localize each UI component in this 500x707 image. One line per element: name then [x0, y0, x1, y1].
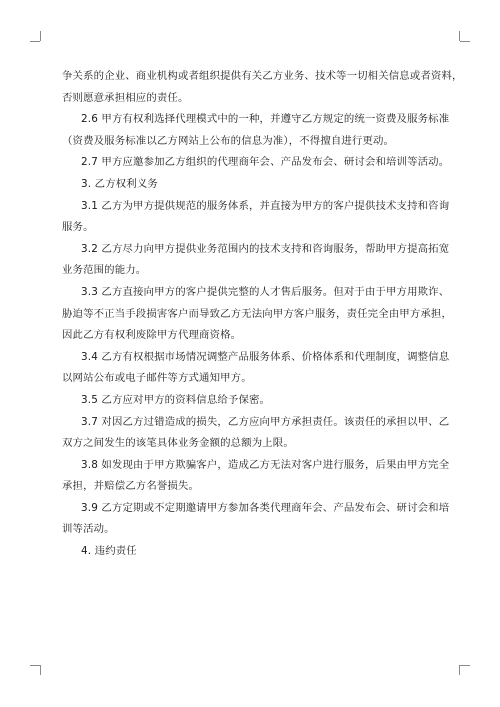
text-line: 承担，并赔偿乙方名誉损失。	[62, 480, 200, 493]
clause-3-9: 3.9 乙方定期或不定期邀请甲方参加各类代理商年会、产品发布会、研讨会和培	[81, 501, 450, 514]
clause-3-8: 3.8 如发现由于甲方欺骗客户，造成乙方无法对客户进行服务，后果由甲方完全	[81, 458, 450, 471]
text-line: （资费及服务标准以乙方网站上公布的信息为准），不得擅自进行更动。	[62, 134, 395, 147]
crop-mark-bottom-right-v	[459, 665, 460, 675]
clause-3-4: 3.4 乙方有权根据市场情况调整产品服务体系、价格体系和代理制度，调整信息	[81, 350, 450, 363]
crop-mark-top-right-v	[459, 31, 460, 41]
document-body	[62, 66, 463, 563]
text-line: 因此乙方有权利废除甲方代理商资格。	[62, 329, 242, 342]
text-line: 以网站公布或电子邮件等方式通知甲方。	[62, 372, 252, 385]
clause-3-7: 3.7 对因乙方过错造成的损失，乙方应向甲方承担责任。该责任的承担以甲、乙	[81, 415, 450, 428]
text-line: 争关系的企业、商业机构或者组织提供有关乙方业务、技术等一切相关信息或者资料，	[62, 70, 463, 82]
section-heading-3: 3. 乙方权利义务	[81, 177, 158, 190]
text-line: 双方之间发生的该笔具体业务金额的总额为上限。	[62, 437, 294, 450]
text-line: 训等活动。	[62, 523, 115, 536]
text-line: 服务。	[62, 221, 94, 234]
crop-mark-bottom-left-v	[40, 665, 41, 675]
clause-3-1: 3.1 乙方为甲方提供规范的服务体系，并直接为甲方的客户提供技术支持和咨询	[81, 199, 450, 212]
clause-3-2: 3.2 乙方尽力向甲方提供业务范围内的技术支持和咨询服务，帮助甲方提高拓宽	[81, 242, 450, 255]
crop-mark-bottom-right-h	[460, 665, 470, 666]
crop-mark-top-left-h	[30, 41, 40, 42]
text-line: 业务范围的能力。	[62, 264, 147, 277]
crop-mark-top-left-v	[40, 31, 41, 41]
section-heading-4: 4. 违约责任	[81, 545, 137, 558]
clause-3-5: 3.5 乙方应对甲方的资料信息给予保密。	[81, 393, 271, 406]
crop-mark-top-right-h	[460, 41, 470, 42]
clause-2-6: 2.6 甲方有权利选择代理模式中的一种，并遵守乙方规定的统一资费及服务标准	[81, 113, 450, 126]
crop-mark-bottom-left-h	[30, 665, 40, 666]
clause-3-3: 3.3 乙方直接向甲方的客户提供完整的人才售后服务。但对于由于甲方用欺诈、	[81, 285, 450, 298]
clause-2-7: 2.7 甲方应邀参加乙方组织的代理商年会、产品发布会、研讨会和培训等活动。	[81, 156, 450, 169]
text-line: 胁迫等不正当手段损害客户而导致乙方无法向甲方客户服务，责任完全由甲方承担，	[62, 307, 452, 320]
text-line: 否则愿意承担相应的责任。	[62, 91, 189, 104]
